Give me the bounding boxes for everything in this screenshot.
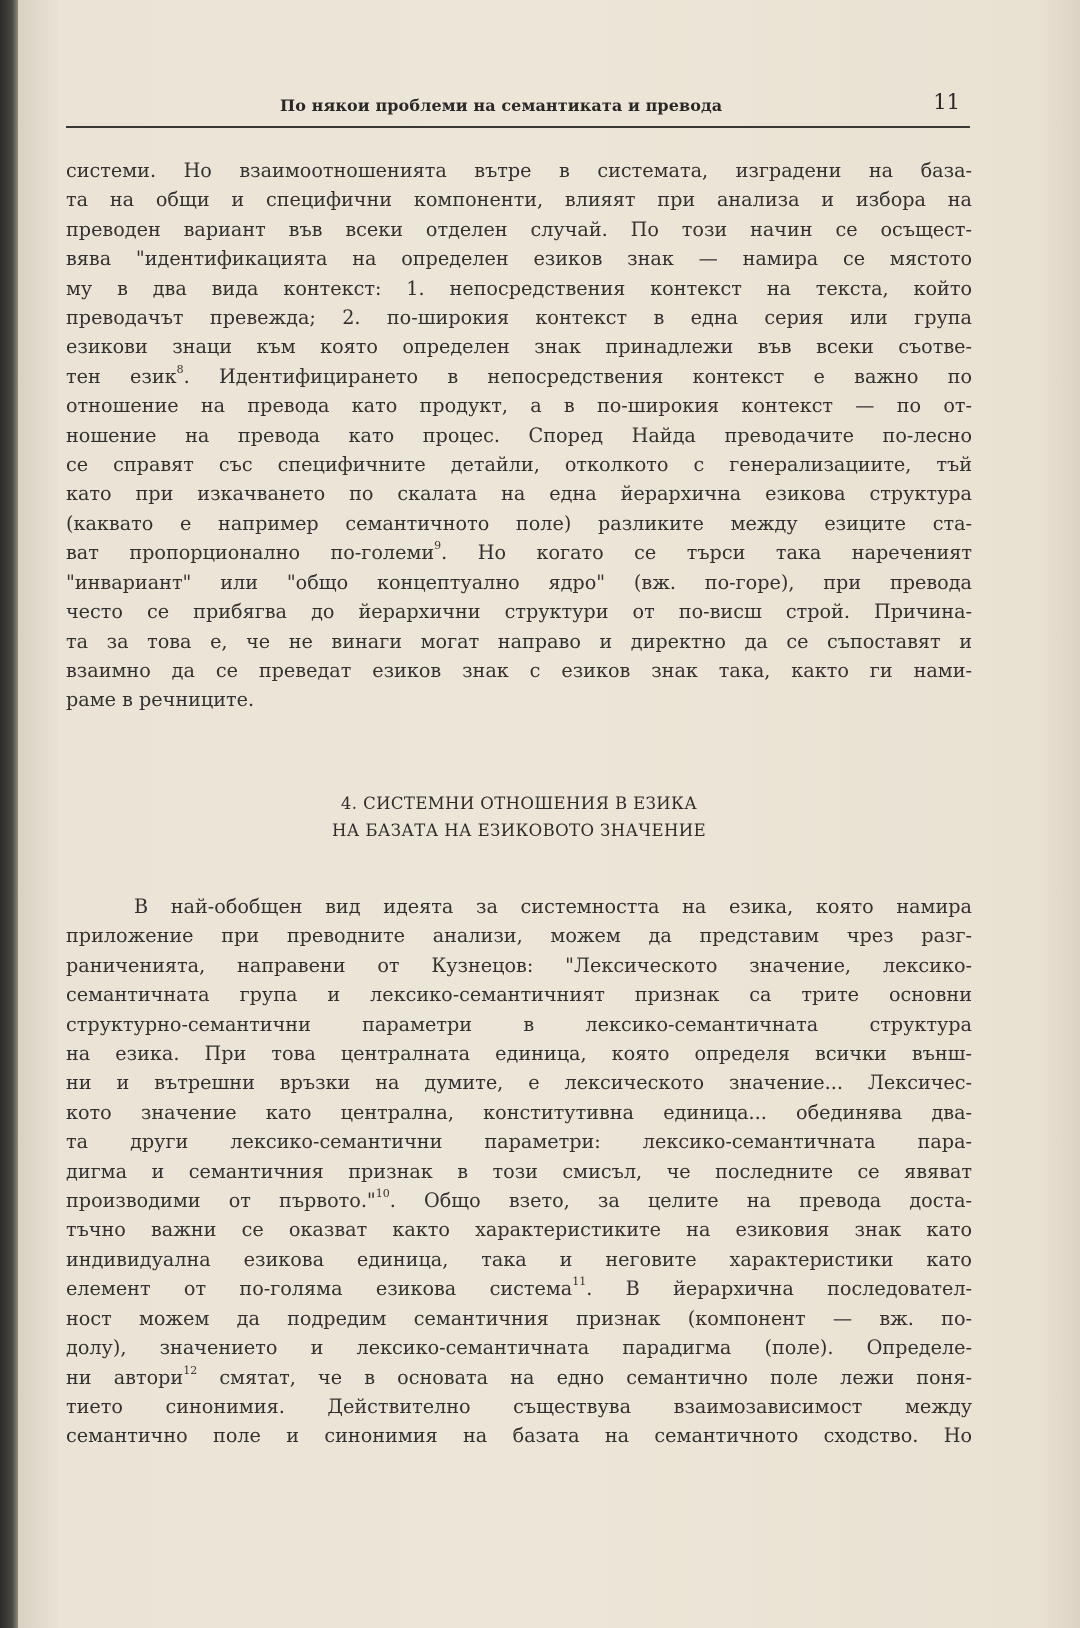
text-line: вява "идентификацията на определен езиков знак — намира се мястото: [66, 247, 972, 271]
page-number: 11: [933, 90, 960, 114]
text-line: ни и вътрешни връзки на думите, е лексическото значение... Лексичес-: [66, 1071, 972, 1095]
text-line: долу), значението и лексико-семантичната парадигма (поле). Определе-: [66, 1336, 972, 1360]
section-heading: [66, 790, 972, 844]
text-line: семантично поле и синонимия на базата на семантичното сходство. Но: [66, 1424, 972, 1448]
text-line: се справят със специфичните детайли, отколкото с генерализациите, тъй: [66, 453, 972, 477]
text-line: кото значение като централна, конститутивна единица... обединява два-: [66, 1100, 972, 1124]
text-line: преводен вариант във всеки отделен случай. По този начин се осъщест-: [66, 217, 972, 241]
text-line: дигма и семантичния признак в този смисъл, че последните се явяват: [66, 1159, 972, 1183]
text-line: системи. Но взаимоотношенията вътре в системата, изградени на база-: [66, 159, 972, 182]
text-line: раме в речниците.: [66, 688, 255, 712]
paragraph-2: [66, 892, 972, 1451]
text-line-with-footnote: елемент от по-голяма езикова система$^{11}$. В йерархична последовател-: [66, 1275, 972, 1301]
running-head: По някои проблеми на семантиката и превода: [280, 96, 723, 115]
text-line: та други лексико-семантични параметри: лексико-семантичната пара-: [66, 1130, 972, 1154]
footnote-ref: 10: [375, 1187, 390, 1201]
text-line: (каквато е например семантичното поле) разликите между езиците ста-: [66, 511, 972, 535]
text-line: тието синонимия. Действително съществува взаимозависимост между: [66, 1394, 972, 1418]
text-line: приложение при преводните анализи, можем да представим чрез разг-: [66, 924, 972, 948]
text-line-with-footnote: тен език$^8$. Идентифицирането в непосредствения контекст е важно по: [66, 362, 972, 388]
text-line: ност можем да подредим семантичния признак (компонент — вж. по-: [66, 1306, 972, 1330]
footnote-ref: 12: [183, 1363, 198, 1377]
footnote-ref: 8: [176, 362, 184, 376]
text-line: та на общи и специфични компоненти, влияят при анализа и избора на: [66, 188, 972, 212]
text-line: ношение на превода като процес. Според Найда преводачите по-лесно: [66, 423, 972, 447]
text-line: езикови знаци към която определен знак принадлежи във всеки съотве-: [66, 335, 972, 359]
text-line: тъчно важни се оказват както характеристиките на езиковия знак като: [66, 1218, 972, 1242]
page-header: [66, 88, 970, 128]
text-line: индивидуална езикова единица, така и неговите характеристики като: [66, 1247, 972, 1271]
text-line-with-footnote: производими от първото."$^{10}$. Общо взето, за целите на превода доста-: [66, 1187, 973, 1213]
text-line: като при изкачването по скалата на една йерархична езикова структура: [66, 482, 972, 506]
text-line: раниченията, направени от Кузнецов: "Лексическото значение, лексико-: [66, 953, 972, 977]
paragraph-1: [66, 156, 972, 715]
text-line: взаимно да се преведат езиков знак с езиков знак така, както ги нами-: [66, 658, 972, 682]
section-heading-line-2: НА БАЗАТА НА ЕЗИКОВОТО ЗНАЧЕНИЕ: [331, 821, 707, 840]
text-line: В най-обобщен вид идеята за системността на езика, която намира: [134, 895, 972, 918]
text-line: на езика. При това централната единица, която определя всички външ-: [66, 1042, 972, 1066]
text-line: му в два вида контекст: 1. непосредствения контекст на текста, който: [66, 276, 972, 300]
footnote-ref: 11: [572, 1275, 587, 1289]
text-line: семантичната група и лексико-семантичният признак са трите основни: [66, 983, 972, 1007]
text-line: преводачът превежда; 2. по-широкия контекст в една серия или група: [66, 306, 972, 330]
footnote-ref: 9: [434, 539, 442, 553]
header-rule: [66, 126, 970, 128]
text-line-with-footnote: ни автори$^{12}$ смятат, че в основата на едно семантично поле лежи поня-: [66, 1363, 972, 1389]
text-line: "инвариант" или "общо концептуално ядро" (вж. по-горе), при превода: [66, 570, 972, 594]
text-line: структурно-семантични параметри в лексико-семантичната структура: [66, 1012, 972, 1036]
text-line: често се прибягва до йерархични структури от по-висш строй. Причина-: [66, 600, 972, 624]
text-line: отношение на превода като продукт, а в по-широкия контекст — по от-: [66, 394, 972, 418]
text-line: та за това е, че не винаги могат направо и директно да се съпоставят и: [66, 629, 972, 653]
section-heading-line-1: 4. СИСТЕМНИ ОТНОШЕНИЯ В ЕЗИКА: [340, 794, 698, 813]
text-line-with-footnote: ват пропорционално по-големи$^9$. Но когато се търси така нареченият: [66, 539, 972, 565]
